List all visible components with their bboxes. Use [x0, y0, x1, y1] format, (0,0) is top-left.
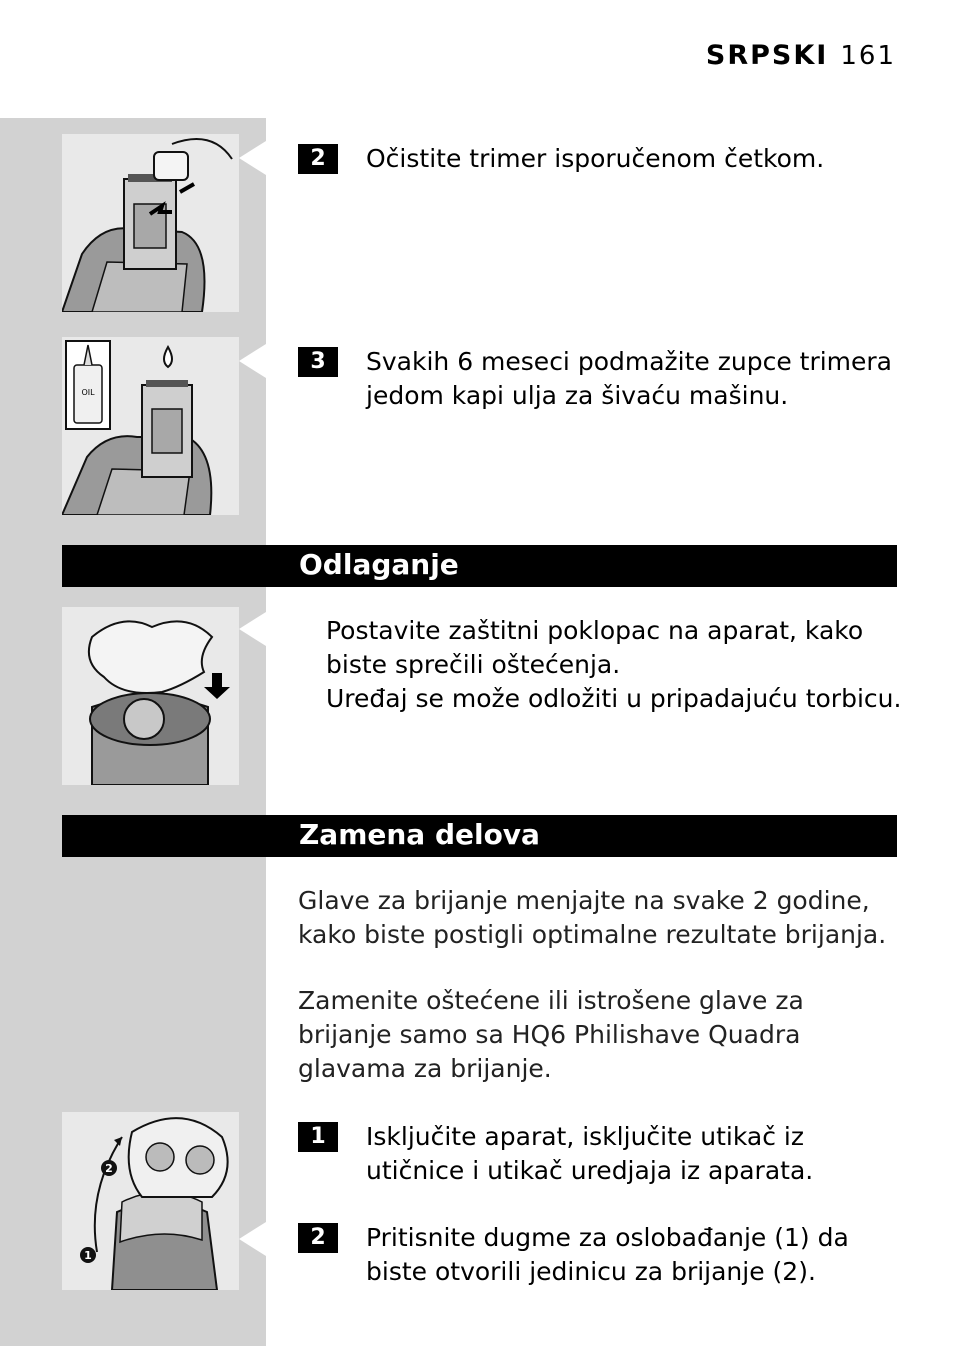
step-number: 3	[298, 347, 338, 377]
section-title: Odlaganje	[299, 548, 459, 581]
figure-pointer	[239, 141, 266, 175]
step-number: 2	[298, 1223, 338, 1253]
oil-label: OIL	[81, 388, 95, 397]
step-text: Svakih 6 meseci podmažite zupce trimera jedom kapi ulja za šivaću mašinu.	[366, 347, 893, 410]
step-text: Isključite aparat, isključite utikač iz utičnice i utikač uredjaja iz aparata.	[366, 1122, 814, 1185]
trimmer-oiling-illustration	[62, 337, 239, 515]
step-clean-trimmer	[298, 142, 906, 176]
figure-pointer	[239, 612, 266, 646]
page-header	[706, 40, 896, 71]
marker-1: 1	[84, 1249, 92, 1262]
protection-cap-illustration	[62, 607, 239, 785]
replacement-paragraph-1: Glave za brijanje menjajte na svake 2 godine, kako biste postigli optimalne rezultate brijanja.	[298, 886, 887, 949]
step-text: Pritisnite dugme za oslobađanje (1) da biste otvorili jedinicu za brijanje (2).	[366, 1223, 849, 1286]
replacement-paragraph-2: Zamenite oštećene ili istrošene glave za brijanje samo sa HQ6 Philishave Quadra glavama za brijanje.	[298, 986, 804, 1083]
section-heading-storage	[62, 545, 897, 587]
open-shaving-unit-illustration	[62, 1112, 239, 1290]
figure-pointer	[239, 344, 266, 378]
page-number: 161	[840, 41, 896, 71]
storage-line-2: Uređaj se može odložiti u pripadajuću torbicu.	[326, 684, 902, 713]
step-number: 2	[298, 144, 338, 174]
language-label: SRPSKI	[705, 40, 829, 71]
storage-line-1: Postavite zaštitni poklopac na aparat, kako biste sprečili oštećenja.	[326, 616, 864, 679]
step-text: Očistite trimer isporučenom četkom.	[366, 144, 825, 173]
step-number: 1	[298, 1122, 338, 1152]
marker-2: 2	[105, 1162, 113, 1175]
section-heading-replacement	[62, 815, 897, 857]
step-open-unit	[298, 1221, 906, 1289]
trimmer-cleaning-illustration	[62, 134, 239, 312]
section-title: Zamena delova	[299, 818, 540, 851]
step-unplug	[298, 1120, 906, 1188]
step-oil-trimmer	[298, 345, 906, 413]
figure-pointer	[239, 1222, 266, 1256]
storage-text	[326, 614, 926, 716]
